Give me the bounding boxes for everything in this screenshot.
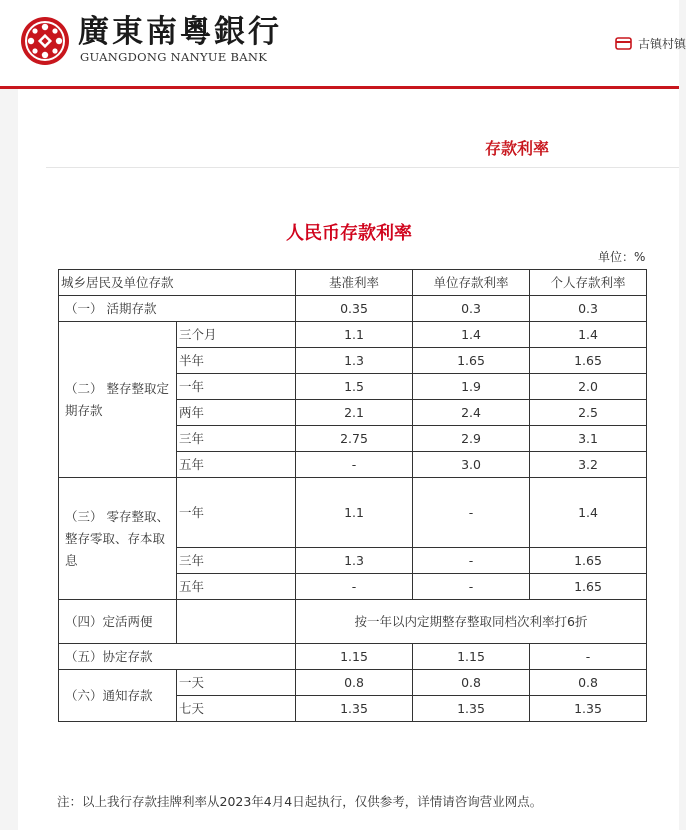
- cell-personal: 3.1: [530, 426, 647, 452]
- cell-term: 一年: [177, 478, 296, 548]
- cell-base: 0.35: [296, 296, 413, 322]
- cell-corp: 1.4: [413, 322, 530, 348]
- cell-corp: 1.9: [413, 374, 530, 400]
- group-label: （二） 整存整取定期存款: [59, 322, 177, 478]
- cell-corp: 0.8: [413, 670, 530, 696]
- cell-base: 1.15: [296, 644, 413, 670]
- bank-logo-icon[interactable]: [20, 16, 70, 66]
- cell-personal: 1.65: [530, 574, 647, 600]
- cell-term: 一天: [177, 670, 296, 696]
- deposit-rate-table: [58, 269, 647, 722]
- cell-personal: 1.65: [530, 348, 647, 374]
- cell-personal: 3.2: [530, 452, 647, 478]
- cell-base: 0.8: [296, 670, 413, 696]
- cell-corp: -: [413, 574, 530, 600]
- bank-name-en: GUANGDONG NANYUE BANK: [80, 50, 268, 64]
- cell-corp: -: [413, 478, 530, 548]
- row-label: （一） 活期存款: [59, 296, 296, 322]
- cell-term: 半年: [177, 348, 296, 374]
- cell-base: 1.1: [296, 322, 413, 348]
- table-row: [59, 670, 647, 696]
- cell-term: 三年: [177, 426, 296, 452]
- cell-term: 三个月: [177, 322, 296, 348]
- header-category: 城乡居民及单位存款: [59, 270, 296, 296]
- cell-term: 五年: [177, 574, 296, 600]
- cell-personal: 1.65: [530, 548, 647, 574]
- cell-term: 五年: [177, 452, 296, 478]
- cell-corp: 2.9: [413, 426, 530, 452]
- cell-personal: -: [530, 644, 647, 670]
- cell-base: 1.3: [296, 348, 413, 374]
- cell-term-empty: [177, 600, 296, 644]
- cell-base: 2.75: [296, 426, 413, 452]
- cell-term: 一年: [177, 374, 296, 400]
- table-row: [59, 322, 647, 348]
- cell-corp: -: [413, 548, 530, 574]
- title-divider: [46, 167, 679, 168]
- cell-personal: 2.5: [530, 400, 647, 426]
- site-header: [0, 0, 686, 86]
- table-header-row: [59, 270, 647, 296]
- cell-personal: 1.4: [530, 478, 647, 548]
- card-icon: [615, 37, 632, 50]
- cell-corp: 1.15: [413, 644, 530, 670]
- cell-base: 1.35: [296, 696, 413, 722]
- header-corp-rate: 单位存款利率: [413, 270, 530, 296]
- footnote: 注：以上我行存款挂牌利率从2023年4月4日起执行，仅供参考，详情请咨询营业网点。: [57, 794, 543, 809]
- cell-corp: 0.3: [413, 296, 530, 322]
- cell-term: 三年: [177, 548, 296, 574]
- nav-link-label: 古镇村镇: [638, 36, 686, 51]
- cell-personal: 0.3: [530, 296, 647, 322]
- header-personal-rate: 个人存款利率: [530, 270, 647, 296]
- nav-link-gu-zhen[interactable]: [615, 35, 686, 51]
- cell-corp: 1.65: [413, 348, 530, 374]
- cell-base: -: [296, 452, 413, 478]
- row-label: （五）协定存款: [59, 644, 296, 670]
- cell-corp: 1.35: [413, 696, 530, 722]
- unit-label: 单位：%: [598, 250, 646, 264]
- table-row: [59, 478, 647, 548]
- group-label: （六）通知存款: [59, 670, 177, 722]
- cell-base: 1.5: [296, 374, 413, 400]
- table-row: [59, 296, 647, 322]
- cell-base: -: [296, 574, 413, 600]
- cell-term: 两年: [177, 400, 296, 426]
- cell-personal: 2.0: [530, 374, 647, 400]
- cell-personal: 0.8: [530, 670, 647, 696]
- cell-personal: 1.35: [530, 696, 647, 722]
- page-title: 存款利率: [485, 139, 550, 158]
- bank-name-cn: 廣東南粵銀行: [78, 14, 282, 50]
- cell-corp: 3.0: [413, 452, 530, 478]
- cell-base: 2.1: [296, 400, 413, 426]
- cell-personal: 1.4: [530, 322, 647, 348]
- table-row: [59, 644, 647, 670]
- cell-corp: 2.4: [413, 400, 530, 426]
- main-content: [18, 89, 679, 830]
- table-row: [59, 600, 647, 644]
- group-label: （三） 零存整取、整存零取、存本取息: [59, 478, 177, 600]
- table-title: 人民币存款利率: [286, 223, 412, 244]
- row-label: （四）定活两便: [59, 600, 177, 644]
- cell-base: 1.3: [296, 548, 413, 574]
- cell-base: 1.1: [296, 478, 413, 548]
- cell-desc: 按一年以内定期整存整取同档次利率打6折: [296, 600, 647, 644]
- cell-term: 七天: [177, 696, 296, 722]
- header-base-rate: 基准利率: [296, 270, 413, 296]
